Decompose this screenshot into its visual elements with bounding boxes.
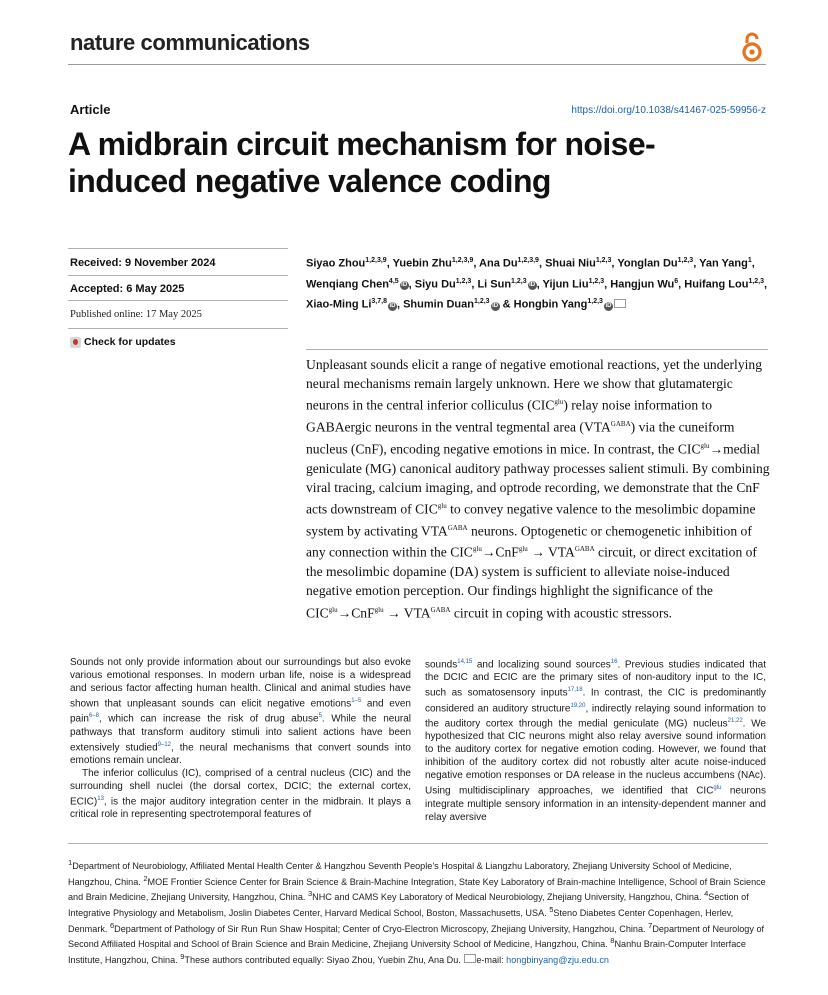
abstract-rule	[306, 349, 768, 350]
author-affiliation: 1,2,3	[677, 257, 694, 264]
text-run: Unpleasant sounds elicit a range of negative emotional reactions, yet the underlying neural mechanisms remain largely unknown. Here we show that glutamatergic neurons in the central inferior colliculus (CIC	[306, 357, 763, 413]
orcid-icon: iD	[492, 302, 499, 309]
text-run: These authors contributed equally: Siyao Zhou, Yuebin Zhu, Ana Du.	[184, 954, 464, 965]
superscript: 13	[97, 795, 104, 802]
superscript: glu	[518, 545, 528, 554]
superscript: 17,18	[567, 687, 583, 694]
text-run: Sounds not only provide information about our surroundings but also evoke various emotional responses. In modern urban life, noise is a widespread and serious factor affecting human health. Clinical and animal studies have shown that unpleasant sounds can elicit negative emotions	[70, 657, 411, 710]
author-name: Xiao-Ming Li	[306, 298, 372, 311]
superscript: 6	[109, 920, 115, 930]
superscript: 16	[610, 659, 618, 665]
orcid-icon: iD	[605, 302, 612, 309]
author-name: Hangjun Wu	[610, 278, 675, 291]
superscript: glu	[328, 605, 338, 614]
text-run: Department of Neurology of Second Affiliated Hospital and School of Brain Science and Brain Medicine, Zhejiang University School of Medicine, Hangzhou, China.	[68, 923, 765, 950]
text-run: Steno Diabetes Center Copenhagen, Herlev, Denmark.	[68, 907, 734, 934]
author-separator: ,	[471, 278, 478, 291]
author-separator: ,	[536, 278, 543, 291]
superscript: 9–12	[157, 741, 172, 748]
divider	[68, 248, 288, 249]
orcid-icon: iD	[529, 282, 536, 289]
affiliations-footnotes	[68, 857, 770, 966]
text-run: and even pain	[70, 698, 411, 725]
author-separator: ,	[604, 278, 611, 291]
author-affiliation: 1,2,3,9	[365, 257, 387, 264]
envelope-icon	[464, 954, 476, 963]
superscript: 1–5	[351, 698, 362, 704]
body-paragraph	[70, 767, 411, 821]
divider	[68, 300, 288, 301]
author-name: Ana Du	[479, 257, 518, 270]
text-run: →CnF	[481, 545, 519, 561]
author-separator: ,	[473, 257, 480, 270]
text-run: ) via the cuneiform nucleus (CnF), encoding negative emotions in mice. In contrast, the CIC	[306, 419, 735, 457]
article-type-label: Article	[70, 102, 111, 117]
text-run: The inferior colliculus (IC), comprised of a central nucleus (CIC) and the surrounding shell nuclei (the dorsal cortex, DCIC; the external cortex, ECIC)	[70, 767, 411, 808]
author-affiliation: 1,2,3	[455, 277, 472, 285]
author-list	[306, 252, 768, 314]
author-name: Shumin Duan	[403, 298, 474, 311]
author-affiliation: 1,2,3,9	[517, 257, 539, 264]
superscript: 7	[648, 920, 653, 930]
superscript: GABA	[574, 545, 595, 554]
text-run: e-mail:	[476, 954, 507, 965]
superscript: 21,22	[727, 717, 743, 724]
superscript: 3	[307, 889, 313, 899]
superscript: glu	[472, 545, 482, 554]
superscript: 4	[704, 889, 709, 899]
envelope-icon	[614, 299, 626, 308]
author-separator: ,	[408, 278, 415, 291]
author-affiliation: 1,2,3	[587, 298, 603, 306]
superscript: glu	[713, 785, 722, 792]
journal-name: nature communications	[70, 30, 310, 55]
author-separator: ,	[611, 257, 618, 270]
text-run: circuit in coping with acoustic stressors.	[450, 605, 673, 621]
text-run: → VTA	[527, 545, 575, 561]
divider	[68, 328, 288, 329]
email-link[interactable]: hongbinyang@zju.edu.cn	[506, 954, 609, 965]
author-affiliation: 1,2,3	[748, 277, 765, 285]
superscript: glu	[374, 605, 384, 614]
author-separator: ,	[751, 257, 755, 270]
publication-dates	[68, 248, 288, 358]
orcid-icon: iD	[389, 302, 396, 309]
divider	[68, 275, 288, 276]
received-date: Received: 9 November 2024	[70, 257, 216, 269]
text-run: Nanhu Brain-Computer Interface Institute, Hangzhou, China.	[68, 939, 746, 965]
article-title: A midbrain circuit mechanism for noise-induced negative valence coding	[68, 126, 656, 199]
author-name: Hongbin Yang	[513, 298, 588, 311]
text-run: →CnF	[337, 605, 375, 621]
body-column-right	[425, 656, 766, 824]
superscript: 1	[68, 858, 73, 867]
text-run: MOE Frontier Science Center for Brain Science & Brain-Machine Integration, State Key Laboratory of Brain-machine Intelligence, School of Brain Science and Brain Medicine, Zhejiang University, Hangzhou, China.	[68, 876, 766, 903]
published-date: Published online: 17 May 2025	[70, 309, 202, 320]
open-access-icon[interactable]	[739, 30, 765, 64]
author-name: Shuai Niu	[545, 257, 596, 270]
text-run: , which can increase the risk of drug abuse	[98, 713, 319, 725]
header-rule	[68, 64, 766, 65]
text-run: . In contrast, the CIC is predominantly considered an auditory structure	[425, 687, 767, 714]
text-run: . We hypothesized that CIC neurons might also relay aversive sound information to the auditory cortex for negative emotion coding. However, we found that inhibition of the auditory cortex did not robustly alter acute noise-induced negative emotion responses or DA release in the nucleus accumbens (NAc). Using multidisciplinary approaches, we identified that CIC	[425, 718, 766, 797]
superscript: glu	[700, 441, 710, 450]
text-run: neurons. Optogenetic or chemogenetic inhibition of any connection within the CIC	[306, 523, 752, 561]
author-affiliation: 1,2,3	[511, 277, 527, 285]
text-run: NHC and CAMS Key Laboratory of Medical Neurobiology, Zhejiang University, Hangzhou, China.	[312, 892, 705, 903]
superscript: 19,20	[570, 702, 586, 709]
author-name: Yonglan Du	[617, 257, 678, 270]
superscript: GABA	[447, 523, 468, 532]
author-name: Li Sun	[477, 278, 512, 291]
author-separator: ,	[764, 278, 768, 291]
text-run: . While the neural pathways that transform auditory stimuli into salient actions have been extensively studied	[70, 713, 412, 753]
text-run: to convey negative valence to the mesolimbic dopamine system by activating VTA	[306, 501, 756, 539]
doi-link[interactable]: https://doi.org/10.1038/s41467-025-59956-z	[571, 105, 766, 116]
text-run: sounds	[425, 659, 458, 671]
superscript: 8	[610, 936, 615, 946]
author-name: Siyao Zhou	[306, 257, 366, 270]
superscript: glu	[554, 398, 564, 407]
author-name: Yijun Liu	[542, 278, 589, 291]
orcid-icon: iD	[401, 282, 408, 289]
superscript: 2	[143, 873, 148, 883]
author-separator: ,	[396, 298, 404, 311]
check-updates-label: Check for updates	[84, 336, 176, 348]
text-run: Department of Pathology of Sir Run Run Shaw Hospital; Center of Cryo-Electron Microscopy, Zhejiang University, Hangzhou, China.	[114, 923, 649, 934]
author-separator: &	[499, 298, 514, 311]
text-run: Section of Integrative Physiology and Metabolism, Joslin Diabetes Center, Harvard Medical School, Boston, Massachusetts, USA.	[68, 892, 749, 918]
check-updates-icon	[70, 337, 81, 348]
author-separator: ,	[538, 257, 546, 270]
author-affiliation: 1,2,3	[588, 277, 605, 285]
superscript: 6–8	[88, 713, 99, 720]
author-separator: ,	[693, 257, 700, 270]
text-run: and localizing sound sources	[472, 659, 611, 671]
superscript: 5	[318, 713, 322, 720]
author-affiliation: 1	[747, 257, 752, 264]
body-paragraph	[70, 656, 411, 767]
check-for-updates-link[interactable]	[70, 336, 176, 348]
text-run: ) relay noise information to GABAergic neurons in the ventral tegmental area (VTA	[306, 397, 713, 435]
author-affiliation: 1,2,3	[473, 298, 490, 306]
text-run: → VTA	[383, 605, 431, 621]
accepted-date: Accepted: 6 May 2025	[70, 283, 185, 295]
author-separator: ,	[386, 257, 393, 270]
superscript: 9	[180, 951, 185, 961]
text-run: , the neural mechanisms that convert sounds into emotions remain unclear.	[70, 741, 411, 766]
author-affiliation: 3,7,8	[371, 298, 387, 306]
text-run: circuit, or direct excitation of the mesolimbic dopamine (DA) system is sufficient to alleviate noise-induced negative emotion perception. Our findings highlight the significance of the CIC	[306, 545, 757, 621]
text-run: . Previous studies indicated that the DCIC and ECIC are the primary sites of non-auditory input to the IC, such as somatosensory inputs	[425, 659, 766, 699]
superscript: glu	[437, 502, 447, 511]
footnote-rule	[68, 843, 768, 844]
author-separator: ,	[678, 278, 685, 291]
text-run: neurons integrate multiple sensory information in an intensity-dependent manner and relay aversive	[425, 785, 766, 823]
superscript: GABA	[610, 420, 631, 429]
text-run: Department of Neurobiology, Affiliated Mental Health Center & Hangzhou Seventh People’s Hospital & Liangzhu Laboratory, Zhejiang University School of Medicine, Hangzhou, China.	[68, 861, 732, 887]
body-column-left	[70, 656, 411, 821]
author-name: Siyu Du	[414, 278, 456, 291]
superscript: GABA	[430, 605, 451, 614]
superscript: 14,15	[457, 659, 473, 665]
text-run: →medial geniculate (MG) canonical auditory pathway processes salient stimuli. By combining viral tracing, calcium imaging, and optrode recording, we demonstrate that the CnF acts downstream of CIC	[306, 441, 770, 517]
author-affiliation: 4,5	[388, 277, 399, 285]
author-name: Huifang Lou	[684, 278, 749, 291]
abstract	[306, 355, 771, 622]
author-name: Wenqiang Chen	[306, 278, 389, 291]
author-affiliation: 6	[674, 277, 679, 285]
author-affiliation: 1,2,3	[595, 257, 612, 264]
superscript: 5	[549, 904, 554, 914]
author-name: Yuebin Zhu	[392, 257, 452, 270]
author-affiliation: 1,2,3,9	[451, 257, 474, 264]
text-run: , indirectly relaying sound information to the auditory cortex through the medial geniculate (MG) nucleus	[425, 702, 766, 730]
text-run: , is the major auditory integration center in the midbrain. It plays a critical role in representing spectrotemporal features of	[70, 796, 411, 821]
author-name: Yan Yang	[699, 257, 748, 270]
